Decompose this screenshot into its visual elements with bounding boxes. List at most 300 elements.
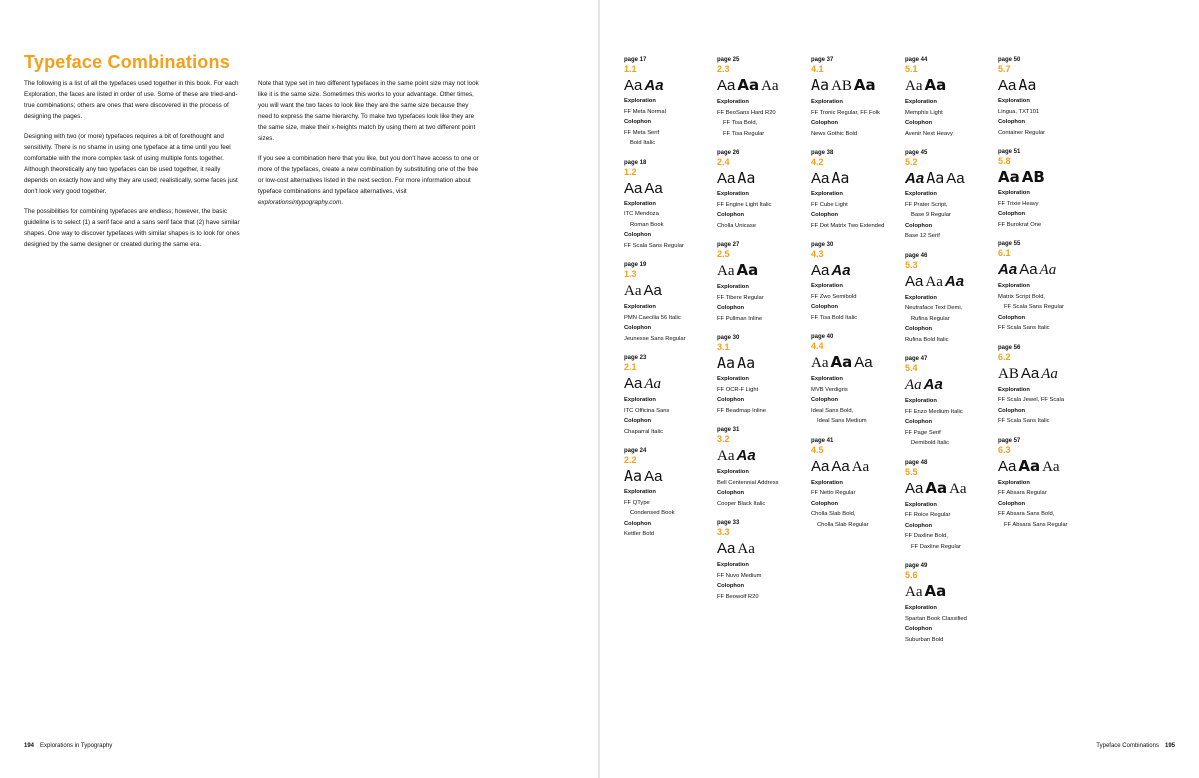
exploration-label: Exploration [811, 99, 843, 105]
type-sample [811, 457, 901, 477]
type-sample [624, 76, 714, 95]
combination-entry [998, 56, 1088, 138]
colophon-typeface: FF Meta Serif [624, 129, 660, 136]
colophon-typeface: FF Page Serif [905, 429, 941, 436]
left-page [0, 0, 599, 778]
combination-entry [717, 56, 807, 139]
exploration-typeface: FF Enzo Medium Italic [905, 408, 963, 415]
exploration-typeface: FF QType [624, 499, 650, 506]
glyph-sample: Aa [643, 282, 662, 299]
exploration-number: 5.6 [905, 570, 918, 580]
combination-entry [624, 447, 714, 540]
glyph-sample: Aa [926, 169, 945, 187]
combination-entry [905, 252, 995, 346]
colophon-label: Colophon [998, 119, 1026, 125]
exploration-typeface: FF Netto Regular [811, 490, 856, 496]
glyph-sample: Aa [736, 261, 759, 279]
glyph-sample: Aa [811, 355, 829, 371]
glyph-sample: Aa [811, 457, 830, 475]
exploration-typeface: FF Tibere Regular [717, 294, 764, 301]
glyph-sample: Aa [1039, 262, 1057, 278]
exploration-label: Exploration [905, 191, 937, 197]
colophon-typeface: Ideal Sans Medium [817, 418, 867, 424]
glyph-sample: Aa [1042, 458, 1060, 475]
colophon-label: Colophon [717, 305, 745, 311]
colophon-typeface: FF Scala Sans Italic [998, 325, 1050, 331]
exploration-label: Exploration [811, 376, 843, 382]
folio-left-text: Explorations in Typography [40, 743, 113, 749]
folio-right-number: 195 [1164, 743, 1175, 749]
exploration-number: 1.3 [624, 269, 637, 279]
colophon-typeface: FF Daxline Bold, [905, 533, 948, 539]
page-ref: page 55 [998, 241, 1021, 247]
exploration-typeface: FF Tronic Regular, FF Folk [811, 109, 880, 116]
glyph-sample: Aa [1041, 365, 1058, 382]
exploration-label: Exploration [811, 283, 843, 289]
page-ref: page 19 [624, 262, 647, 268]
exploration-number: 2.1 [624, 362, 637, 372]
colophon-typeface: FF Burokrat One [998, 221, 1042, 228]
page-ref: page 40 [811, 334, 834, 340]
type-sample [717, 169, 807, 188]
colophon-label: Colophon [905, 120, 933, 126]
glyph-sample: Aa [717, 263, 735, 279]
page-ref: page 27 [717, 242, 740, 248]
glyph-sample: Aa [998, 457, 1017, 475]
exploration-label: Exploration [624, 304, 656, 310]
combination-entry [811, 437, 901, 531]
glyph-sample: Aa [644, 179, 663, 197]
glyph-sample: Aa [949, 480, 967, 497]
colophon-typeface: News Gothic Bold [811, 130, 858, 137]
colophon-label: Colophon [905, 326, 933, 332]
combination-entry [811, 241, 901, 323]
glyph-sample: Aa [923, 376, 943, 393]
colophon-label: Colophon [717, 397, 745, 403]
glyph-sample: AB [1021, 168, 1045, 186]
colophon-typeface: Base 12 Serif [905, 233, 940, 239]
colophon-label: Colophon [811, 304, 839, 310]
exploration-label: Exploration [905, 398, 937, 404]
glyph-sample: Aa [830, 353, 853, 371]
glyph-sample: AB [998, 365, 1019, 382]
type-sample [811, 261, 901, 280]
type-sample [624, 179, 714, 198]
page-ref: page 17 [624, 57, 647, 63]
type-sample [811, 353, 901, 373]
colophon-typeface: FF Absara Sans Bold, [998, 511, 1055, 517]
glyph-sample: Aa [624, 77, 643, 94]
exploration-label: Exploration [998, 386, 1030, 393]
page-ref: page 24 [624, 448, 647, 454]
combination-entry [905, 56, 995, 139]
exploration-number: 4.4 [811, 341, 824, 351]
exploration-number: 5.7 [998, 64, 1011, 74]
type-sample [905, 375, 995, 395]
glyph-sample: Aa [624, 467, 643, 485]
exploration-typeface: Base 9 Regular [911, 212, 951, 218]
exploration-number: 3.3 [717, 527, 730, 537]
colophon-label: Colophon [998, 407, 1026, 414]
glyph-sample: Aa [737, 541, 755, 557]
colophon-typeface: Cholla Slab Bold, [811, 511, 856, 517]
intro-text: If you see a combination here that you like, but you don't have access to one or more of the typefaces, create a new combination by substituting one of the free or low-cost alternatives listed in the next section. For more information about typeface combinations and typeface alternatives, visit [258, 155, 479, 195]
exploration-typeface: FF Prater Script, [905, 201, 948, 208]
colophon-label: Colophon [717, 583, 745, 589]
intro-paragraph: Designing with two (or more) typefaces requires a bit of forethought and sensitivity. There is no shame in using one typeface at a time until you feel comfortable with the more complex task of using multiple fonts together. Although theoretically any two typefaces can be used together, it really depends on exactly how and why they are used; realistically, some faces just don't look very good together. [24, 133, 238, 195]
exploration-number: 2.3 [717, 64, 730, 74]
exploration-label: Exploration [998, 283, 1030, 289]
glyph-sample: Aa [925, 273, 943, 290]
combination-entry [905, 355, 995, 449]
exploration-typeface: MVB Verdigris [811, 386, 848, 393]
combination-entry [624, 56, 714, 149]
page-ref: page 46 [905, 252, 928, 259]
glyph-sample: Aa [1018, 76, 1037, 94]
type-sample [717, 261, 807, 281]
combination-entry [811, 149, 901, 231]
glyph-sample: Aa [761, 78, 779, 94]
colophon-label: Colophon [905, 222, 933, 229]
exploration-number: 4.3 [811, 249, 824, 259]
glyph-sample: Aa [737, 76, 760, 94]
type-sample [998, 364, 1088, 384]
page-ref: page 26 [717, 150, 740, 156]
exploration-number: 5.4 [905, 363, 918, 373]
exploration-typeface: Spartan Book Classified [905, 615, 967, 622]
intro-text-end: . [341, 199, 343, 206]
exploration-label: Exploration [905, 605, 937, 611]
combination-column [624, 56, 714, 550]
combination-entry [717, 426, 807, 509]
glyph-sample: Aa [624, 283, 642, 299]
combination-entry [717, 334, 807, 416]
colophon-label: Colophon [717, 490, 745, 496]
colophon-label: Colophon [998, 211, 1026, 217]
type-sample [998, 260, 1088, 280]
folio-left [24, 743, 112, 749]
glyph-sample: Aa [853, 76, 876, 94]
exploration-typeface: FF Scala Jewel, FF Scala [998, 397, 1065, 403]
exploration-typeface: Lingua, TXT101 [998, 108, 1040, 115]
combination-entry [717, 149, 807, 231]
colophon-label: Colophon [811, 120, 839, 126]
colophon-typeface: Ideal Sans Bold, [811, 407, 854, 414]
website-link[interactable]: explorationsintypography.com [258, 199, 342, 206]
exploration-label: Exploration [717, 191, 749, 197]
colophon-typeface: Cholla Slab Regular [817, 521, 869, 528]
exploration-typeface: Roman Book [630, 221, 664, 228]
glyph-sample: Aa [905, 377, 922, 393]
exploration-label: Exploration [717, 562, 749, 568]
exploration-label: Exploration [624, 98, 656, 104]
exploration-typeface: FF Tisa Regular [723, 130, 765, 137]
exploration-number: 5.3 [905, 259, 918, 270]
type-sample [905, 582, 995, 602]
exploration-number: 4.1 [811, 64, 824, 74]
exploration-number: 4.2 [811, 157, 824, 167]
type-sample [905, 76, 995, 96]
colophon-typeface: Suburban Bold [905, 636, 944, 643]
intro-column-b [258, 78, 484, 217]
colophon-typeface: Kettler Bold [624, 531, 654, 537]
glyph-sample: Aa [946, 170, 965, 187]
combination-entry [624, 159, 714, 252]
glyph-sample: AB [831, 78, 852, 94]
intro-paragraph: The possibilities for combining typefaces are endless; however, the basic guideline is to select (1) a serif face and a sans serif face that (2) have similar shapes. One way to discover typefaces with similar shapes is to look for ones designed by the same designer or created during the same era. [24, 208, 240, 248]
exploration-typeface: FF Trixie Heavy [998, 200, 1039, 207]
type-sample [624, 281, 714, 301]
exploration-label: Exploration [998, 98, 1030, 104]
right-page [600, 0, 1199, 778]
glyph-sample: Aa [905, 78, 923, 94]
combination-entry [998, 240, 1088, 334]
colophon-label: Colophon [811, 500, 839, 507]
exploration-label: Exploration [717, 284, 749, 290]
exploration-typeface: Condensed Book [630, 510, 675, 516]
combination-column [998, 56, 1088, 540]
page-ref: page 41 [811, 437, 834, 444]
colophon-typeface: Jeunesse Sans Regular [624, 335, 686, 342]
page-ref: page 18 [624, 159, 647, 166]
glyph-sample: Aa [1020, 364, 1040, 382]
exploration-typeface: FF Tisa Bold, [723, 120, 758, 126]
page-ref: page 38 [811, 150, 834, 156]
type-sample [717, 446, 807, 466]
exploration-label: Exploration [717, 99, 749, 105]
exploration-typeface: Bell Centennial Address [717, 479, 779, 486]
combination-entry [717, 519, 807, 602]
combination-entry [998, 148, 1088, 230]
glyph-sample: Aa [998, 168, 1020, 186]
exploration-typeface: ITC Officina Sans [624, 407, 670, 414]
folio-left-number: 194 [24, 743, 35, 749]
exploration-number: 3.1 [717, 342, 730, 352]
exploration-typeface: Memphis Light [905, 109, 943, 116]
exploration-typeface: FF OCR-F Light [717, 386, 759, 393]
page-ref: page 45 [905, 150, 928, 156]
exploration-number: 6.1 [998, 248, 1011, 258]
exploration-typeface: FF Engine Light Italic [717, 201, 772, 208]
exploration-typeface: FF Zwo Semibold [811, 293, 857, 300]
colophon-typeface: FF Daxline Regular [911, 543, 961, 550]
colophon-typeface: FF Beowolf R20 [717, 593, 759, 600]
type-sample [998, 76, 1088, 95]
page-ref: page 57 [998, 437, 1021, 444]
type-sample [624, 374, 714, 394]
exploration-typeface: FF Roice Regular [905, 512, 951, 518]
glyph-sample: Aa [717, 448, 735, 464]
glyph-sample: Aa [944, 272, 965, 290]
exploration-label: Exploration [905, 294, 937, 301]
type-sample [717, 76, 807, 96]
combination-column [905, 56, 995, 655]
colophon-typeface: Bold Italic [630, 140, 656, 146]
exploration-label: Exploration [811, 479, 843, 486]
exploration-typeface: ITC Mendoza [624, 211, 659, 217]
combination-entry [624, 261, 714, 344]
exploration-number: 5.8 [998, 156, 1011, 166]
colophon-label: Colophon [998, 314, 1026, 321]
glyph-sample: Aa [1019, 261, 1038, 278]
intro-paragraph: The following is a list of all the typefaces used together in this book. For each Exploration, the faces are listed in order of use. Some of these are tried-and-true combinations; others are ones that were discovered in the process of designing the pages. [24, 80, 239, 120]
exploration-typeface: FF Cube Light [811, 201, 848, 208]
type-sample [905, 169, 995, 188]
glyph-sample: Aa [644, 468, 663, 485]
colophon-typeface: Chaparral Italic [624, 428, 663, 435]
glyph-sample: Aa [644, 77, 664, 94]
page-ref: page 44 [905, 57, 928, 63]
glyph-sample: Aa [851, 458, 870, 475]
glyph-sample: Aa [905, 272, 924, 290]
glyph-sample: Aa [831, 262, 851, 279]
colophon-typeface: FF Dot Matrix Two Extended [811, 222, 885, 229]
page-ref: page 50 [998, 57, 1021, 63]
exploration-number: 2.5 [717, 249, 730, 259]
glyph-sample: Aa [831, 457, 850, 475]
exploration-label: Exploration [624, 200, 656, 207]
exploration-label: Exploration [624, 397, 656, 403]
glyph-sample: Aa [831, 169, 850, 187]
exploration-typeface: FF Scala Sans Regular [1004, 304, 1064, 310]
colophon-typeface: Avenir Next Heavy [905, 130, 953, 137]
glyph-sample: Aa [905, 584, 923, 600]
page-ref: page 30 [811, 242, 834, 248]
glyph-sample: Aa [717, 540, 736, 557]
exploration-typeface: FF Nuvo Medium [717, 572, 762, 579]
glyph-sample: Aa [737, 354, 756, 372]
exploration-number: 6.3 [998, 444, 1011, 455]
colophon-typeface: FF Scala Sans Italic [998, 418, 1050, 424]
colophon-label: Colophon [998, 500, 1026, 507]
page-ref: page 56 [998, 344, 1021, 351]
exploration-number: 4.5 [811, 444, 824, 455]
colophon-typeface: FF Tisa Bold Italic [811, 314, 858, 321]
type-sample [905, 272, 995, 292]
glyph-sample: Aa [925, 478, 948, 497]
combination-entry [905, 149, 995, 242]
colophon-typeface: Container Regular [998, 129, 1046, 136]
exploration-typeface: FF BeoSans Hard R20 [717, 109, 776, 116]
combination-entry [905, 459, 995, 553]
glyph-sample: Aa [924, 582, 947, 600]
intro-paragraph: Note that type set in two different typefaces in the same point size may not look like it is the same size. Sometimes this works to your advantage. Other times, you will want the two faces to look like they are the same size because they need to express the same hierarchy. To make two typefaces look like they are the same size, make their x-heights match by using them at two different point sizes. [258, 80, 479, 142]
colophon-label: Colophon [717, 212, 745, 218]
page-title: Typeface Combinations [24, 52, 230, 72]
exploration-typeface: Neutraface Text Demi, [905, 305, 963, 311]
glyph-sample: Aa [717, 170, 736, 187]
intro-column-a [24, 78, 246, 259]
glyph-sample: Aa [811, 170, 830, 187]
type-sample [811, 169, 901, 188]
glyph-sample: Aa [736, 447, 756, 464]
exploration-label: Exploration [998, 190, 1030, 196]
type-sample [717, 539, 807, 559]
type-sample [998, 168, 1088, 187]
exploration-label: Exploration [717, 376, 749, 382]
page-ref: page 31 [717, 427, 740, 433]
exploration-label: Exploration [717, 469, 749, 475]
exploration-typeface: Matrix Script Bold, [998, 293, 1046, 300]
combination-entry [811, 333, 901, 427]
page-ref: page 49 [905, 563, 928, 569]
glyph-sample: Aa [998, 77, 1017, 94]
colophon-label: Colophon [624, 119, 652, 125]
colophon-label: Colophon [624, 232, 652, 238]
exploration-number: 2.2 [624, 455, 637, 465]
combination-entry [998, 437, 1088, 531]
page-ref: page 25 [717, 57, 740, 63]
colophon-label: Colophon [624, 520, 652, 527]
page-ref: page 23 [624, 355, 647, 361]
page-ref: page 47 [905, 356, 928, 362]
exploration-typeface: FF Absara Regular [998, 490, 1047, 496]
colophon-typeface: FF Beadmap Inline [717, 407, 766, 414]
exploration-label: Exploration [998, 479, 1030, 486]
colophon-label: Colophon [811, 212, 839, 218]
type-sample [811, 76, 901, 96]
colophon-label: Colophon [624, 325, 652, 331]
intro-paragraph-link [258, 153, 484, 208]
glyph-sample: Aa [717, 77, 736, 94]
type-sample [905, 479, 995, 499]
colophon-label: Colophon [811, 397, 839, 403]
exploration-number: 5.1 [905, 64, 918, 74]
colophon-label: Colophon [624, 418, 652, 424]
colophon-typeface: Rufina Bold Italic [905, 336, 949, 343]
colophon-typeface: Demibold Italic [911, 440, 950, 446]
combination-column [717, 56, 807, 612]
exploration-label: Exploration [905, 99, 937, 105]
colophon-typeface: FF Absara Sans Regular [1004, 521, 1068, 528]
glyph-sample: Aa [905, 170, 925, 187]
type-sample [717, 354, 807, 373]
page-ref: page 30 [717, 335, 740, 341]
exploration-number: 5.2 [905, 157, 918, 167]
combination-entry [905, 562, 995, 645]
exploration-typeface: PMN Caecilia 56 Italic [624, 314, 681, 321]
exploration-label: Exploration [905, 501, 937, 508]
folio-right [1096, 743, 1175, 749]
exploration-typeface: Rufina Regular [911, 315, 950, 322]
colophon-label: Colophon [905, 626, 933, 632]
page-ref: page 51 [998, 149, 1021, 155]
glyph-sample: Aa [998, 261, 1018, 278]
glyph-sample: Aa [811, 262, 830, 279]
glyph-sample: Aa [624, 179, 643, 197]
type-sample [998, 457, 1088, 477]
colophon-typeface: FF Scala Sans Regular [624, 242, 684, 249]
exploration-typeface: FF Meta Normal [624, 108, 666, 115]
glyph-sample: Aa [644, 376, 662, 392]
exploration-number: 2.4 [717, 157, 730, 167]
colophon-typeface: Cooper Black Italic [717, 500, 766, 507]
colophon-typeface: Cholla Unicase [717, 222, 756, 229]
exploration-number: 3.2 [717, 434, 730, 444]
exploration-label: Exploration [624, 489, 656, 495]
colophon-typeface: FF Pullman Inline [717, 315, 763, 322]
folio-right-text: Typeface Combinations [1096, 743, 1159, 749]
combination-entry [624, 354, 714, 437]
glyph-sample: Aa [737, 169, 756, 187]
combination-column [811, 56, 901, 540]
glyph-sample: Aa [1018, 456, 1041, 475]
page-ref: page 33 [717, 520, 740, 526]
glyph-sample: Aa [624, 375, 643, 392]
page-ref: page 48 [905, 459, 928, 466]
exploration-number: 5.5 [905, 466, 918, 477]
glyph-sample: Aa [905, 479, 924, 497]
